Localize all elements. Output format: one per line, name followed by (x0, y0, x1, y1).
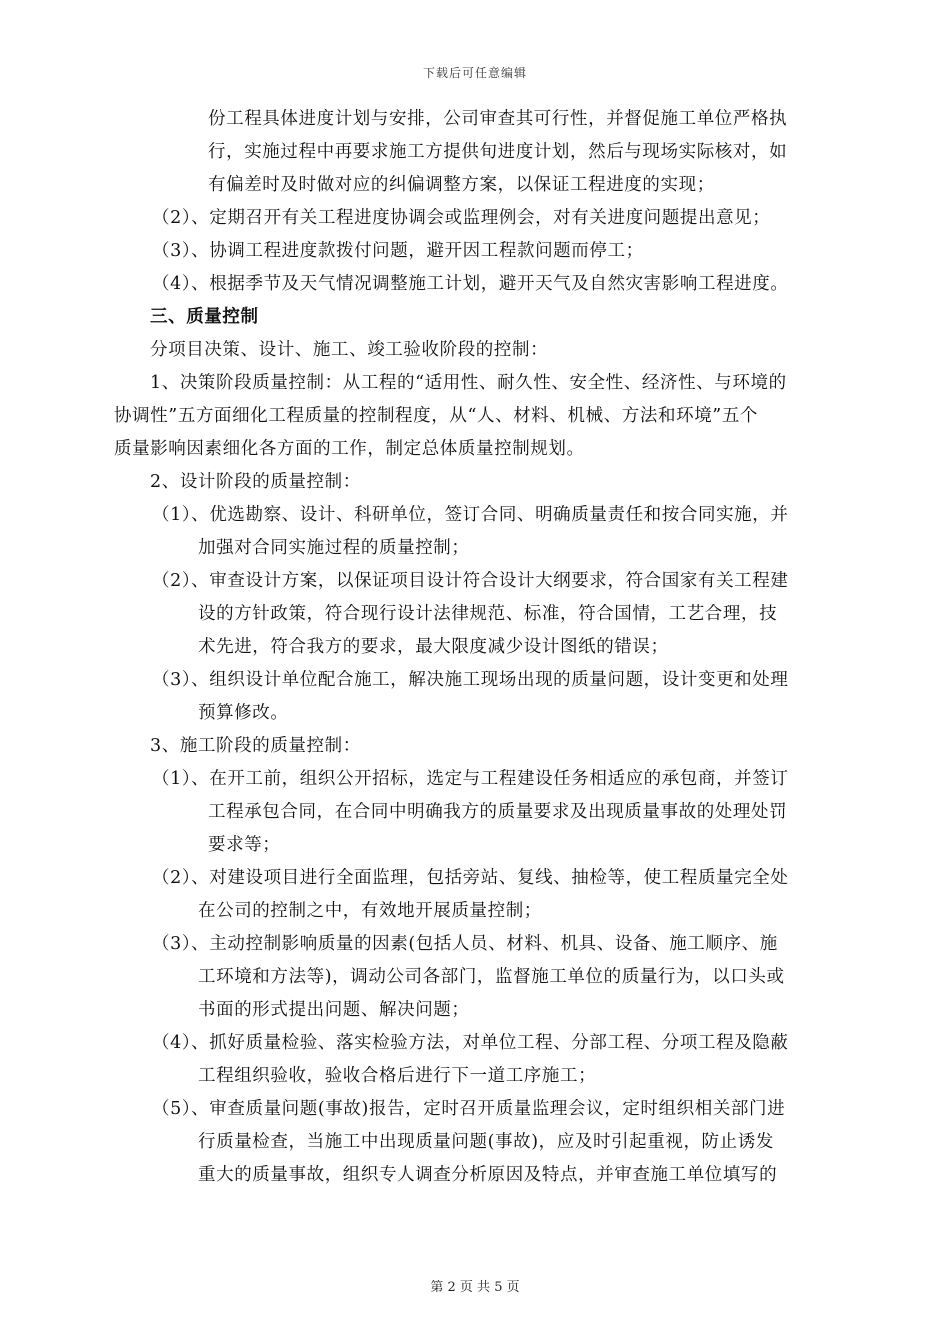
list-item-continuation: 工环境和方法等)，调动公司各部门，监督施工单位的质量行为，以口头或 (198, 967, 785, 987)
list-item: （2）、对建设项目进行全面监理，包括旁站、复线、抽检等，使工程质量完全处 (152, 868, 789, 888)
paragraph-line: 分项目决策、设计、施工、竣工验收阶段的控制： (150, 340, 549, 360)
subsection-heading: 2、设计阶段的质量控制： (150, 472, 361, 492)
page-header: 下载后可任意编辑 (422, 66, 527, 80)
list-item: （4）、抓好质量检验、落实检验方法，对单位工程、分部工程、分项工程及隐蔽 (152, 1033, 789, 1053)
list-item: （3）、协调工程进度款拨付问题，避开因工程款问题而停工； (152, 241, 644, 261)
list-item: （2）、审查设计方案，以保证项目设计符合设计大纲要求，符合国家有关工程建 (152, 571, 789, 591)
list-item: （1）、在开工前，组织公开招标，选定与工程建设任务相适应的承包商，并签订 (152, 769, 789, 789)
list-item: （5）、审查质量问题(事故)报告，定时召开质量监理会议，定时组织相关部门进 (152, 1099, 786, 1119)
list-item-continuation: 书面的形式提出问题、解决问题； (198, 1000, 470, 1020)
list-item-continuation: 工程组织验收，验收合格后进行下一道工序施工； (198, 1066, 597, 1086)
list-item-continuation: 术先进，符合我方的要求，最大限度减少设计图纸的错误； (198, 637, 669, 657)
paragraph-line: 质量影响因素细化各方面的工作，制定总体质量控制规划。 (114, 439, 585, 459)
list-item-continuation: 重大的质量事故，组织专人调查分析原因及特点，并审查施工单位填写的 (198, 1165, 778, 1185)
list-item-continuation: 工程承包合同，在合同中明确我方的质量要求及出现质量事故的处理处罚 (208, 802, 788, 822)
subsection-heading: 3、施工阶段的质量控制： (150, 736, 361, 756)
paragraph-line: 1、决策阶段质量控制：从工程的“适用性、耐久性、安全性、经济性、与环境的 (150, 373, 787, 393)
list-item: （1）、优选勘察、设计、科研单位，签订合同、明确质量责任和按合同实施，并 (152, 505, 789, 525)
list-item-continuation: 行质量检查，当施工中出现质量问题(事故)，应及时引起重视，防止诱发 (198, 1132, 774, 1152)
page-footer: 第 2 页 共 5 页 (430, 1280, 520, 1295)
list-item: （4）、根据季节及天气情况调整施工计划，避开天气及自然灾害影响工程进度。 (152, 274, 789, 294)
section-heading: 三、质量控制 (150, 307, 259, 327)
list-item: （3）、组织设计单位配合施工，解决施工现场出现的质量问题，设计变更和处理 (152, 670, 789, 690)
paragraph-line: 行，实施过程中再要求施工方提供旬进度计划，然后与现场实际核对，如 (208, 142, 788, 162)
list-item-continuation: 在公司的控制之中，有效地开展质量控制； (198, 901, 542, 921)
paragraph-line: 份工程具体进度计划与安排，公司审查其可行性，并督促施工单位严格执 (208, 109, 788, 129)
paragraph-line: 有偏差时及时做对应的纠偏调整方案，以保证工程进度的实现； (208, 175, 715, 195)
list-item-continuation: 设的方针政策，符合现行设计法律规范、标准，符合国情，工艺合理，技 (198, 604, 778, 624)
list-item-continuation: 预算修改。 (198, 703, 289, 723)
paragraph-line: 协调性”五方面细化工程质量的控制程度，从“人、材料、机械、方法和环境”五个 (114, 406, 759, 426)
list-item: （2）、定期召开有关工程进度协调会或监理例会，对有关进度问题提出意见； (152, 208, 771, 228)
list-item-continuation: 加强对合同实施过程的质量控制； (198, 538, 470, 558)
list-item: （3）、主动控制影响质量的因素(包括人员、材料、机具、设备、施工顺序、施 (152, 934, 778, 954)
list-item-continuation: 要求等； (208, 835, 281, 855)
